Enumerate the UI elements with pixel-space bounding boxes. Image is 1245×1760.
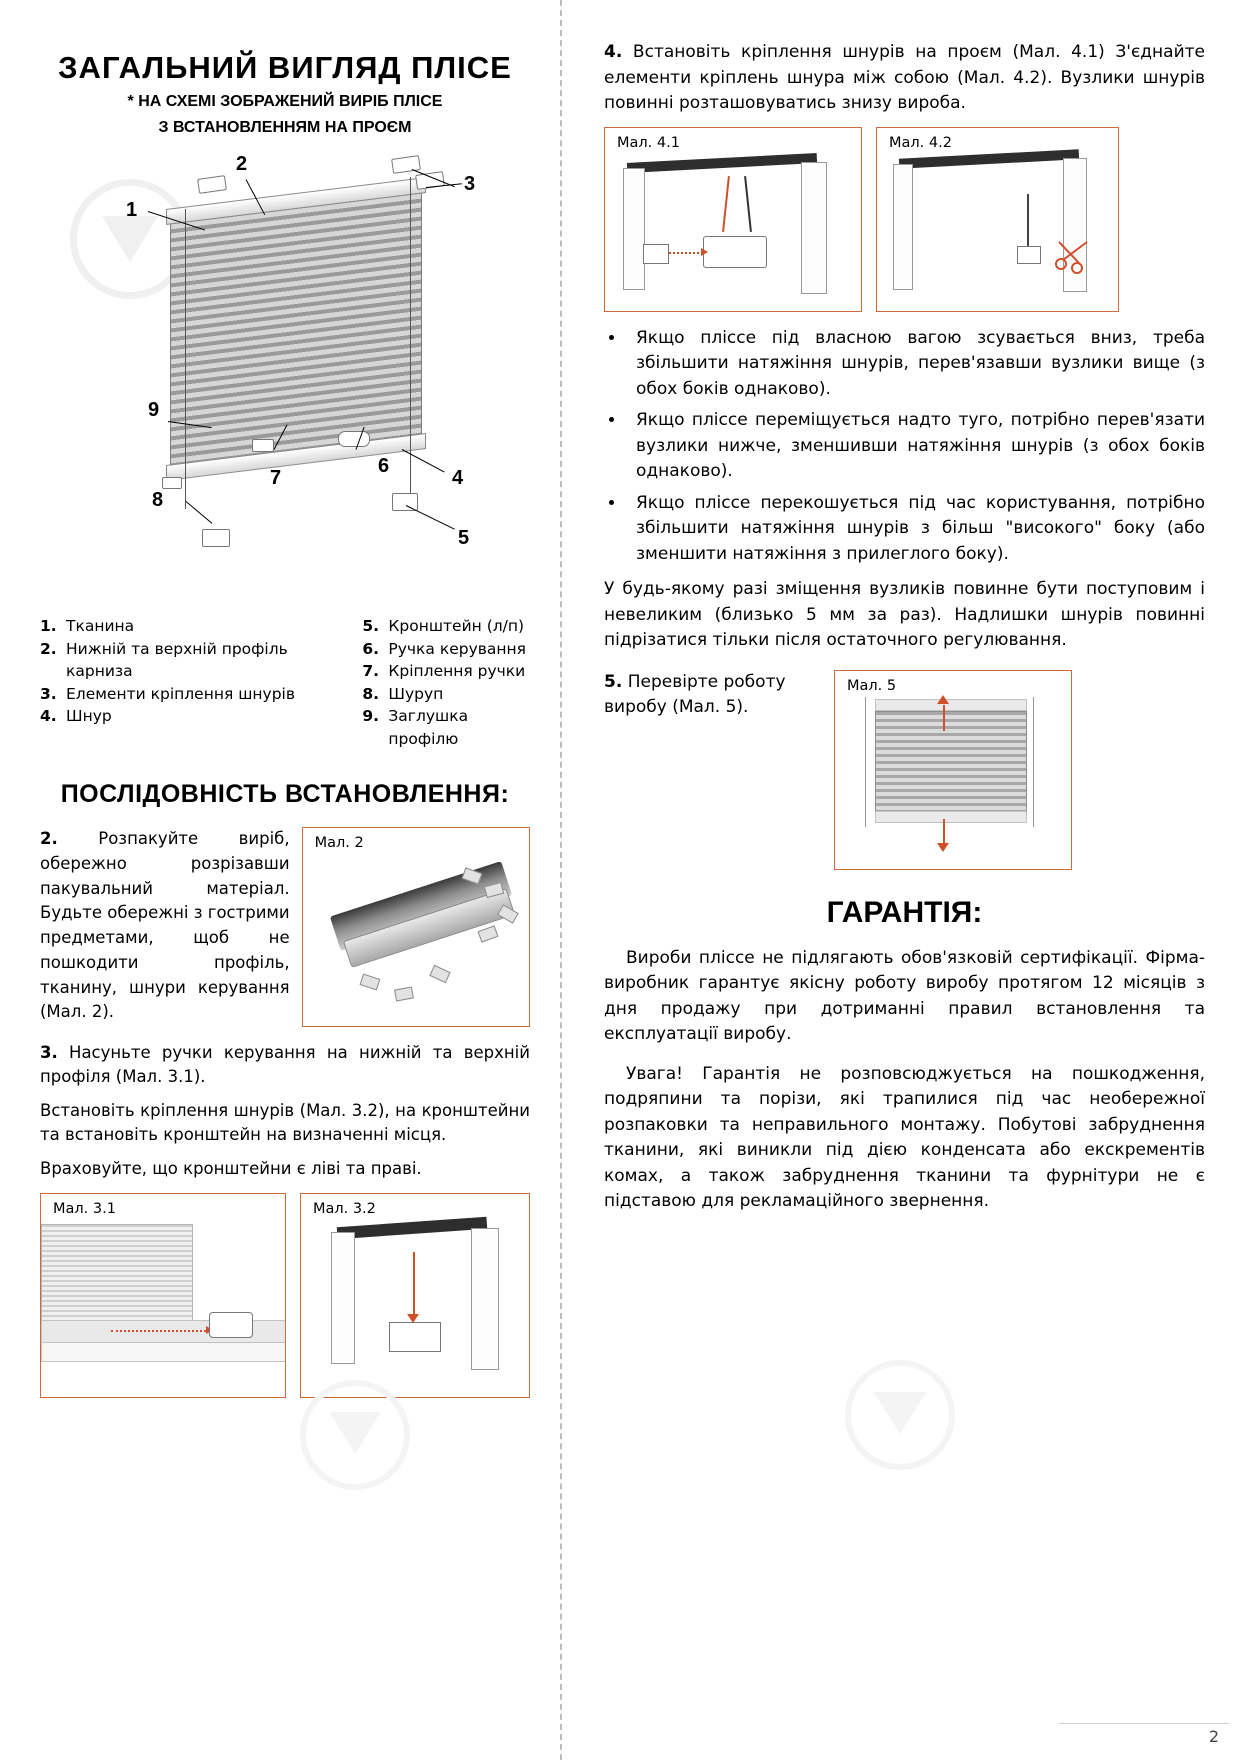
legend-label: Тканина <box>66 617 135 636</box>
figures-3-row <box>40 1193 530 1398</box>
page-subtitle-line2: З ВСТАНОВЛЕННЯМ НА ПРОЄМ <box>158 119 412 137</box>
step-3-number: 3. <box>40 1043 58 1063</box>
figure-3-2-caption: Мал. 3.2 <box>312 1200 376 1217</box>
leader-8 <box>186 501 213 524</box>
figure-2 <box>302 827 530 1027</box>
legend-item <box>40 638 336 683</box>
profile-endcap <box>162 477 182 489</box>
insert-direction-line <box>111 1330 206 1332</box>
bracket-part-c <box>497 904 519 923</box>
profile-rail-fig31-lower <box>41 1342 286 1362</box>
callout-4: 4 <box>452 467 464 490</box>
mount-direction-line-41 <box>665 252 703 254</box>
installation-sequence-title: ПОСЛІДОВНІСТЬ ВСТАНОВЛЕННЯ: <box>60 780 510 809</box>
step-5-block <box>604 670 1205 870</box>
legend-number: 5. <box>362 617 380 636</box>
step-5-text-wrap <box>604 670 814 721</box>
down-direction-line <box>943 819 945 845</box>
legend-column-left <box>40 615 336 750</box>
legend-item <box>362 660 530 682</box>
figure-4-2-caption: Мал. 4.2 <box>889 134 952 151</box>
side-cord-fig5-right <box>1033 697 1034 827</box>
callout-9: 9 <box>148 399 160 422</box>
step-2-number: 2. <box>40 829 58 849</box>
cord-fixing-41 <box>643 244 669 264</box>
cord-line-41a <box>722 176 730 232</box>
guarantee-title: ГАРАНТІЯ: <box>826 895 983 929</box>
step-2-block <box>40 827 530 1027</box>
callout-2: 2 <box>236 153 248 176</box>
legend-label: Елементи кріплення шнурів <box>66 684 296 703</box>
step-4-paragraph <box>604 40 1205 117</box>
cord-bracket-41 <box>703 236 767 268</box>
figure-5-caption: Мал. 5 <box>847 677 897 694</box>
figure-3-2 <box>300 1193 530 1398</box>
guarantee-paragraph-2: Увага! Гарантія не розповсюджується на пошкодження, подряпини та порізи, які трапилися під час необережної розпаковки та неправильного монтажу. Побутові забруднення тканини, які виникли під дією конденсата або екскрементів комах, а також забруднення тканини та фурнітури не є підставою для рекламаційного звернення. <box>604 1063 1205 1211</box>
callout-8: 8 <box>152 489 164 512</box>
figure-2-caption: Мал. 2 <box>314 835 364 852</box>
adjustment-tips-list <box>604 326 1205 568</box>
page-number: 2 <box>1208 1727 1219 1746</box>
down-arrow <box>937 843 949 852</box>
legend-item <box>40 615 336 637</box>
step-5-text: Перевірте роботу виробу (Мал. 5). <box>604 671 786 717</box>
callout-1: 1 <box>126 199 138 222</box>
figures-4-row <box>604 127 1205 312</box>
tip-item: • Якщо пліссе перекошується під час користування, потрібно збільшити натяжіння шнурів з більш "високого" боку (або зменшити натяжіння з прилеглого боку). <box>626 491 1205 568</box>
step-3-paragraph-1 <box>40 1041 530 1089</box>
cord-left <box>185 209 186 509</box>
legend-item <box>362 615 530 637</box>
legend-number: 6. <box>362 639 380 658</box>
callout-3: 3 <box>464 173 476 196</box>
step-3-text-2: Встановіть кріплення шнурів (Мал. 3.2), на кронштейни та встановіть кронштейн на визначенні місця. <box>40 1100 530 1144</box>
product-overview-diagram <box>40 149 530 609</box>
legend-number: 4. <box>40 707 57 726</box>
scissors-icon <box>1053 238 1093 274</box>
figure-4-1-caption: Мал. 4.1 <box>617 134 680 151</box>
step-3-block <box>40 1041 530 1181</box>
pleated-fabric <box>170 189 422 472</box>
legend-item <box>362 705 530 750</box>
window-sash-top <box>627 153 817 173</box>
page-title: ЗАГАЛЬНИЙ ВИГЛЯД ПЛІСЕ <box>58 50 512 85</box>
legend-number: 2. <box>40 639 57 658</box>
callout-6: 6 <box>378 455 390 478</box>
window-frame-right-41 <box>801 162 827 294</box>
step-4-number: 4. <box>604 42 623 62</box>
figure-4-2 <box>876 127 1119 312</box>
right-column <box>560 0 1245 1760</box>
step-2-text-wrap <box>40 827 290 1025</box>
side-cord-fig5-left <box>865 697 866 827</box>
legend-column-right <box>362 615 530 750</box>
window-sash-top-42 <box>899 149 1079 168</box>
legend-number: 1. <box>40 617 57 636</box>
mount-direction-arrow <box>407 1314 419 1323</box>
leader-4 <box>402 449 445 472</box>
leader-5 <box>406 505 455 530</box>
legend-number: 7. <box>362 662 380 681</box>
cord-fixing-clip-left <box>197 175 227 194</box>
window-frame-left-41 <box>623 168 645 290</box>
step-3-text-3: Враховуйте, що кронштейни є ліві та праві. <box>40 1158 422 1178</box>
tip-item: • Якщо пліссе під власною вагою зсувається вниз, треба збільшити натяжіння шнурів, перев'язавши вузлики вище (з обох боків однаково). <box>626 326 1205 403</box>
footer-rule <box>1059 1723 1229 1724</box>
bracket-part-g <box>429 965 450 983</box>
control-handle <box>338 431 370 447</box>
up-direction-line <box>943 705 945 731</box>
window-frame-top <box>337 1216 487 1238</box>
mount-direction-arrow-41 <box>701 248 708 256</box>
legend-label: Кронштейн (л/п) <box>388 617 525 636</box>
bottom-rail-fig5 <box>875 811 1027 823</box>
legend-item <box>40 683 336 705</box>
legend-label: Кріплення ручки <box>388 662 526 681</box>
cord-knot-42 <box>1017 246 1041 264</box>
window-frame-left-42 <box>893 164 913 290</box>
cord-line-42 <box>1027 194 1029 248</box>
bracket-part-f <box>394 987 414 1002</box>
bracket-fig32 <box>389 1322 441 1352</box>
mount-direction-line <box>413 1252 415 1316</box>
screw-plug <box>202 529 230 547</box>
legend-number: 9. <box>362 707 380 726</box>
legend-number: 8. <box>362 684 380 703</box>
callout-7: 7 <box>270 467 282 490</box>
legend-item <box>40 705 336 727</box>
bracket-part-d <box>477 925 498 942</box>
legend-label: Ручка керування <box>388 639 526 658</box>
figure-5 <box>834 670 1072 870</box>
figure-3-1-caption: Мал. 3.1 <box>53 1200 116 1217</box>
window-frame-right <box>471 1228 499 1370</box>
handle-mount <box>252 439 274 452</box>
legend-label: Заглушка профілю <box>388 707 469 748</box>
handle-part-fig31 <box>209 1312 253 1338</box>
adjustment-note: У будь-якому разі зміщення вузликів повинне бути поступовим і невеликим (близько 5 мм за раз). Надлишки шнурів повинні підрізатися тільки після остаточного регулювання. <box>604 579 1205 650</box>
step-2-text: Розпакуйте виріб, обережно розрізавши пакувальний матеріал. Будьте обережні з гострими предметами, щоб не пошкодити профіль, тканину, шнури керування (Мал. 2). <box>40 829 290 1022</box>
step-3-text-1: Насуньте ручки керування на нижній та верхній профіля (Мал. 3.1). <box>40 1043 530 1086</box>
legend-item <box>362 638 530 660</box>
page-subtitle-line1: * НА СХЕМІ ЗОБРАЖЕНИЙ ВИРІБ ПЛІСЕ <box>127 92 443 110</box>
up-arrow <box>937 695 949 704</box>
cord-line-41b <box>744 176 752 232</box>
tip-item: • Якщо пліссе переміщується надто туго, потрібно перев'язати вузлики нижче, зменшивши натяжіння шнурів (з обох боків однаково). <box>626 408 1205 485</box>
cord-right <box>410 177 411 497</box>
fabric-sample <box>41 1224 193 1322</box>
figure-3-1 <box>40 1193 286 1398</box>
legend-number: 3. <box>40 684 57 703</box>
legend-item <box>362 683 530 705</box>
legend-label: Шуруп <box>388 684 444 703</box>
top-rail-fig5 <box>875 699 1027 711</box>
pleated-fabric-fig5 <box>875 711 1027 813</box>
parts-legend <box>40 615 530 750</box>
guarantee-paragraph-1: Вироби пліссе не підлягають обов'язковій сертифікації. Фірма-виробник гарантує якісну роботу виробу протягом 12 місяців з дня продажу при дотриманні правил встановлення та експлуатації виробу. <box>604 947 1205 1044</box>
bracket-part-e <box>359 974 380 991</box>
left-column <box>0 0 560 1760</box>
step-5-number: 5. <box>604 671 623 692</box>
callout-5: 5 <box>458 527 470 550</box>
step-4-text: Встановіть кріплення шнурів на проєм (Мал. 4.1) З'єднайте елементи кріплень шнура між собою (Мал. 4.2). Вузлики шнурів повинні розташовуватись знизу виробa. <box>604 42 1205 113</box>
legend-label: Нижній та верхній профіль карниза <box>66 639 288 681</box>
window-frame-left <box>331 1232 355 1364</box>
legend-label: Шнур <box>66 707 112 726</box>
figure-4-1 <box>604 127 862 312</box>
